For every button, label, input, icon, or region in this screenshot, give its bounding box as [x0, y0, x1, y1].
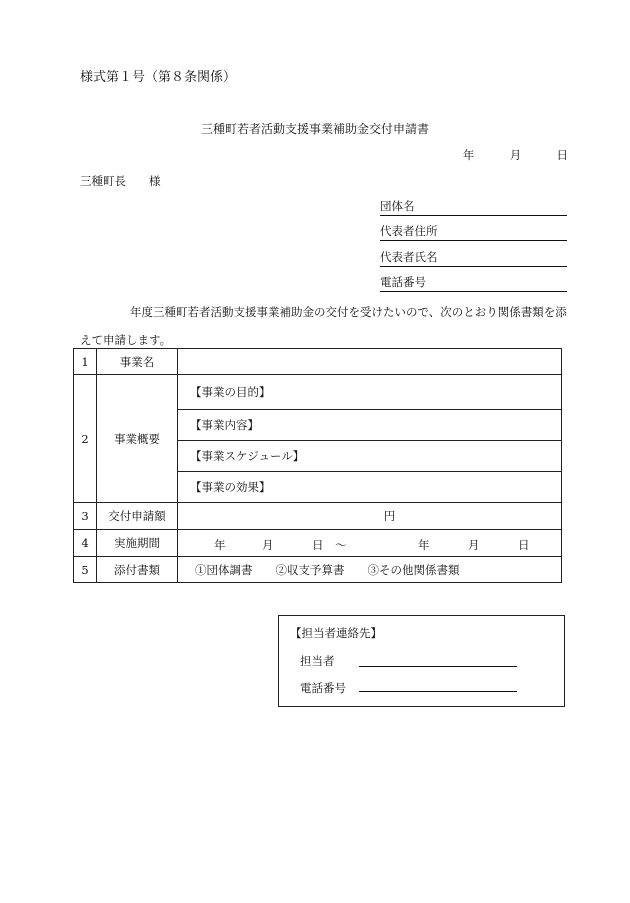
contact-phone-label: 電話番号: [300, 681, 346, 695]
applicant-group-name-field[interactable]: [380, 198, 567, 216]
applicant-group-name-label: 団体名: [380, 198, 567, 216]
attachments-cell: ①団体調書 ②収支予算書 ③その他関係書類: [178, 557, 562, 583]
table-row: [74, 530, 562, 557]
row-number: 2: [74, 375, 97, 503]
contact-person-label: 担当者: [300, 654, 335, 668]
applicant-rep-address-label: 代表者住所: [380, 223, 567, 241]
row-number: 5: [74, 557, 97, 583]
form-number: 様式第１号（第８条関係）: [80, 70, 237, 85]
table-row: [74, 349, 562, 375]
table-row: [74, 557, 562, 583]
period-end-year: 年: [418, 538, 430, 552]
period-end-day: 日: [518, 538, 530, 552]
grant-amount-cell[interactable]: [178, 503, 562, 530]
project-effect-cell[interactable]: 【事業の効果】: [178, 472, 562, 503]
project-content-cell[interactable]: 【事業内容】: [178, 410, 562, 441]
yen-unit: 円: [383, 509, 396, 523]
applicant-rep-name-label: 代表者氏名: [380, 249, 567, 267]
row-label: 実施期間: [97, 530, 178, 557]
addressee: 三種町長 様: [80, 174, 161, 188]
table-row: [74, 503, 562, 530]
applicant-phone-field[interactable]: [380, 274, 567, 292]
contact-box: [278, 615, 565, 707]
row-number: 1: [74, 349, 97, 375]
project-name-cell[interactable]: [178, 349, 562, 375]
date-day: 日: [556, 148, 568, 162]
row-label: 事業概要: [97, 375, 178, 503]
application-table: [73, 348, 562, 583]
period-end-month: 月: [468, 538, 480, 552]
application-statement: 年度三種町若者活動支援事業補助金の交付を受けたいので、次のとおり関係書類を添えて申請します。: [80, 305, 567, 347]
date-line: [463, 147, 568, 163]
document-title: 三種町若者活動支援事業補助金交付申請書: [200, 122, 429, 136]
applicant-phone-label: 電話番号: [380, 274, 567, 292]
period-start-year: 年: [214, 538, 226, 552]
row-label: 事業名: [97, 349, 178, 375]
contact-header: 【担当者連絡先】: [290, 626, 382, 640]
row-label: 交付申請額: [97, 503, 178, 530]
applicant-rep-address-field[interactable]: [380, 223, 567, 241]
row-number: 4: [74, 530, 97, 557]
date-year: 年: [462, 148, 475, 162]
applicant-rep-name-field[interactable]: [380, 249, 567, 267]
period-start-month: 月: [262, 538, 274, 552]
contact-phone-input[interactable]: [359, 690, 517, 692]
period-start-day: 日: [312, 538, 324, 552]
period-cell[interactable]: [178, 530, 562, 557]
period-separator: ～: [335, 538, 347, 552]
project-schedule-cell[interactable]: 【事業スケジュール】: [178, 441, 562, 472]
contact-person-input[interactable]: [359, 665, 517, 667]
row-label: 添付書類: [97, 557, 178, 583]
date-month: 月: [509, 148, 522, 162]
table-row: [74, 375, 562, 410]
project-purpose-cell[interactable]: 【事業の目的】: [178, 375, 562, 410]
row-number: 3: [74, 503, 97, 530]
